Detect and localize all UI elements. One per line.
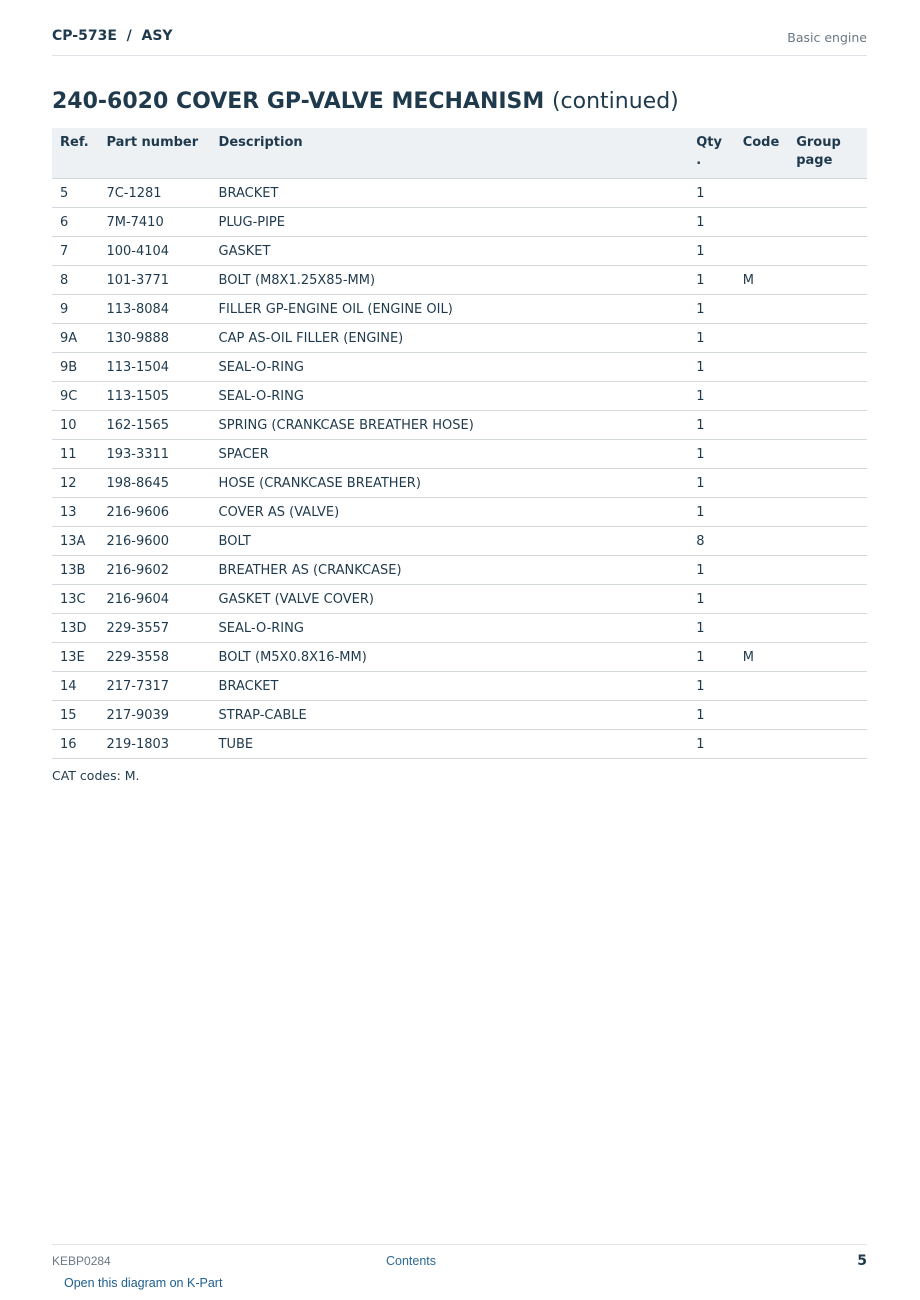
cell-ref: 6 <box>52 208 98 237</box>
cell-description: BOLT (M5X0.8X16-MM) <box>211 643 689 672</box>
cell-description: SEAL-O-RING <box>211 353 689 382</box>
cell-code <box>735 324 789 353</box>
cell-ref: 13E <box>52 643 98 672</box>
cell-group-page <box>788 701 867 730</box>
cell-description: COVER AS (VALVE) <box>211 498 689 527</box>
cell-qty: 1 <box>688 382 734 411</box>
header-description: Description <box>211 128 689 179</box>
cell-ref: 13B <box>52 556 98 585</box>
cell-ref: 13C <box>52 585 98 614</box>
cell-ref: 5 <box>52 179 98 208</box>
cell-qty: 1 <box>688 643 734 672</box>
cell-description: SEAL-O-RING <box>211 382 689 411</box>
cell-qty: 1 <box>688 295 734 324</box>
cell-group-page <box>788 643 867 672</box>
cell-ref: 9 <box>52 295 98 324</box>
cell-code <box>735 498 789 527</box>
cell-part-number: 229-3558 <box>98 643 210 672</box>
cell-group-page <box>788 556 867 585</box>
table-row <box>52 643 867 672</box>
table-row <box>52 469 867 498</box>
cell-description: BREATHER AS (CRANKCASE) <box>211 556 689 585</box>
cell-code <box>735 353 789 382</box>
table-row <box>52 353 867 382</box>
cell-code <box>735 469 789 498</box>
parts-table-body <box>52 179 867 759</box>
table-row <box>52 556 867 585</box>
cell-ref: 8 <box>52 266 98 295</box>
cell-description: GASKET <box>211 237 689 266</box>
cell-description: SPACER <box>211 440 689 469</box>
cell-ref: 14 <box>52 672 98 701</box>
table-row <box>52 614 867 643</box>
cell-part-number: 217-9039 <box>98 701 210 730</box>
cell-description: BOLT (M8X1.25X85-MM) <box>211 266 689 295</box>
cell-code: M <box>735 266 789 295</box>
cell-qty: 1 <box>688 324 734 353</box>
cell-part-number: 113-1505 <box>98 382 210 411</box>
cell-description: PLUG-PIPE <box>211 208 689 237</box>
table-row <box>52 295 867 324</box>
cell-group-page <box>788 266 867 295</box>
cell-code <box>735 672 789 701</box>
cell-description: BRACKET <box>211 672 689 701</box>
cell-qty: 1 <box>688 498 734 527</box>
cat-codes-note: CAT codes: M. <box>52 768 140 783</box>
page-header <box>52 28 867 56</box>
cell-group-page <box>788 208 867 237</box>
table-row <box>52 237 867 266</box>
cell-group-page <box>788 382 867 411</box>
document-id: KEBP0284 <box>52 1254 111 1268</box>
table-row <box>52 411 867 440</box>
cell-group-page <box>788 411 867 440</box>
page-title-main: 240-6020 COVER GP-VALVE MECHANISM <box>52 89 545 114</box>
cell-ref: 15 <box>52 701 98 730</box>
cell-description: STRAP-CABLE <box>211 701 689 730</box>
cell-qty: 1 <box>688 469 734 498</box>
header-group-page: Group page <box>788 128 867 179</box>
table-row <box>52 266 867 295</box>
table-row <box>52 527 867 556</box>
cell-code <box>735 527 789 556</box>
cell-qty: 1 <box>688 266 734 295</box>
cell-qty: 1 <box>688 208 734 237</box>
cell-code: M <box>735 643 789 672</box>
table-row <box>52 701 867 730</box>
header-code: Code <box>735 128 789 179</box>
contents-link[interactable]: Contents <box>386 1254 437 1268</box>
cell-part-number: 113-1504 <box>98 353 210 382</box>
table-row <box>52 440 867 469</box>
cell-code <box>735 179 789 208</box>
table-row <box>52 730 867 759</box>
cell-part-number: 101-3771 <box>98 266 210 295</box>
parts-table <box>52 128 867 759</box>
cell-part-number: 219-1803 <box>98 730 210 759</box>
cell-code <box>735 614 789 643</box>
table-row <box>52 382 867 411</box>
cell-ref: 9B <box>52 353 98 382</box>
page-number: 5 <box>857 1253 867 1269</box>
cell-code <box>735 440 789 469</box>
cell-description: SPRING (CRANKCASE BREATHER HOSE) <box>211 411 689 440</box>
section-label: Basic engine <box>787 30 867 45</box>
cell-qty: 1 <box>688 701 734 730</box>
cell-code <box>735 208 789 237</box>
cell-part-number: 130-9888 <box>98 324 210 353</box>
cell-description: GASKET (VALVE COVER) <box>211 585 689 614</box>
cell-group-page <box>788 179 867 208</box>
header-qty: Qty . <box>688 128 734 179</box>
open-kpart-link[interactable]: Open this diagram on K-Part <box>64 1276 223 1290</box>
cell-part-number: 229-3557 <box>98 614 210 643</box>
cell-part-number: 193-3311 <box>98 440 210 469</box>
cell-qty: 1 <box>688 556 734 585</box>
cell-part-number: 217-7317 <box>98 672 210 701</box>
cell-ref: 13A <box>52 527 98 556</box>
cell-ref: 7 <box>52 237 98 266</box>
cell-group-page <box>788 498 867 527</box>
cell-group-page <box>788 324 867 353</box>
table-header-row <box>52 128 867 179</box>
cell-qty: 1 <box>688 237 734 266</box>
cell-qty: 8 <box>688 527 734 556</box>
cell-qty: 1 <box>688 179 734 208</box>
cell-part-number: 198-8645 <box>98 469 210 498</box>
cell-description: BRACKET <box>211 179 689 208</box>
cell-ref: 9A <box>52 324 98 353</box>
table-row <box>52 498 867 527</box>
cell-group-page <box>788 614 867 643</box>
cell-code <box>735 701 789 730</box>
cell-description: HOSE (CRANKCASE BREATHER) <box>211 469 689 498</box>
cell-ref: 16 <box>52 730 98 759</box>
cell-qty: 1 <box>688 353 734 382</box>
cell-description: SEAL-O-RING <box>211 614 689 643</box>
model-label: CP-573E / ASY <box>52 28 173 44</box>
cell-code <box>735 237 789 266</box>
cell-ref: 13 <box>52 498 98 527</box>
table-row <box>52 324 867 353</box>
page-title-suffix: (continued) <box>551 89 679 114</box>
cell-part-number: 216-9606 <box>98 498 210 527</box>
cell-code <box>735 556 789 585</box>
table-row <box>52 208 867 237</box>
cell-qty: 1 <box>688 672 734 701</box>
cell-group-page <box>788 440 867 469</box>
cell-code <box>735 585 789 614</box>
cell-part-number: 7C-1281 <box>98 179 210 208</box>
cell-qty: 1 <box>688 730 734 759</box>
cell-description: CAP AS-OIL FILLER (ENGINE) <box>211 324 689 353</box>
cell-ref: 13D <box>52 614 98 643</box>
cell-code <box>735 295 789 324</box>
table-row <box>52 672 867 701</box>
table-row <box>52 585 867 614</box>
cell-group-page <box>788 730 867 759</box>
cell-ref: 9C <box>52 382 98 411</box>
cell-code <box>735 382 789 411</box>
cell-code <box>735 730 789 759</box>
cell-group-page <box>788 469 867 498</box>
cell-group-page <box>788 353 867 382</box>
cell-part-number: 216-9600 <box>98 527 210 556</box>
cell-part-number: 216-9604 <box>98 585 210 614</box>
cell-part-number: 216-9602 <box>98 556 210 585</box>
table-row <box>52 179 867 208</box>
cell-ref: 12 <box>52 469 98 498</box>
cell-group-page <box>788 585 867 614</box>
cell-qty: 1 <box>688 440 734 469</box>
page-title <box>52 89 679 114</box>
page-footer <box>52 1244 867 1273</box>
cell-qty: 1 <box>688 585 734 614</box>
cell-description: TUBE <box>211 730 689 759</box>
cell-part-number: 113-8084 <box>98 295 210 324</box>
cell-group-page <box>788 237 867 266</box>
cell-description: BOLT <box>211 527 689 556</box>
cell-code <box>735 411 789 440</box>
cell-part-number: 162-1565 <box>98 411 210 440</box>
cell-ref: 11 <box>52 440 98 469</box>
cell-qty: 1 <box>688 614 734 643</box>
cell-ref: 10 <box>52 411 98 440</box>
cell-part-number: 100-4104 <box>98 237 210 266</box>
cell-group-page <box>788 295 867 324</box>
cell-group-page <box>788 672 867 701</box>
header-ref: Ref. <box>52 128 98 179</box>
cell-qty: 1 <box>688 411 734 440</box>
cell-group-page <box>788 527 867 556</box>
cell-description: FILLER GP-ENGINE OIL (ENGINE OIL) <box>211 295 689 324</box>
header-part-number: Part number <box>98 128 210 179</box>
cell-part-number: 7M-7410 <box>98 208 210 237</box>
